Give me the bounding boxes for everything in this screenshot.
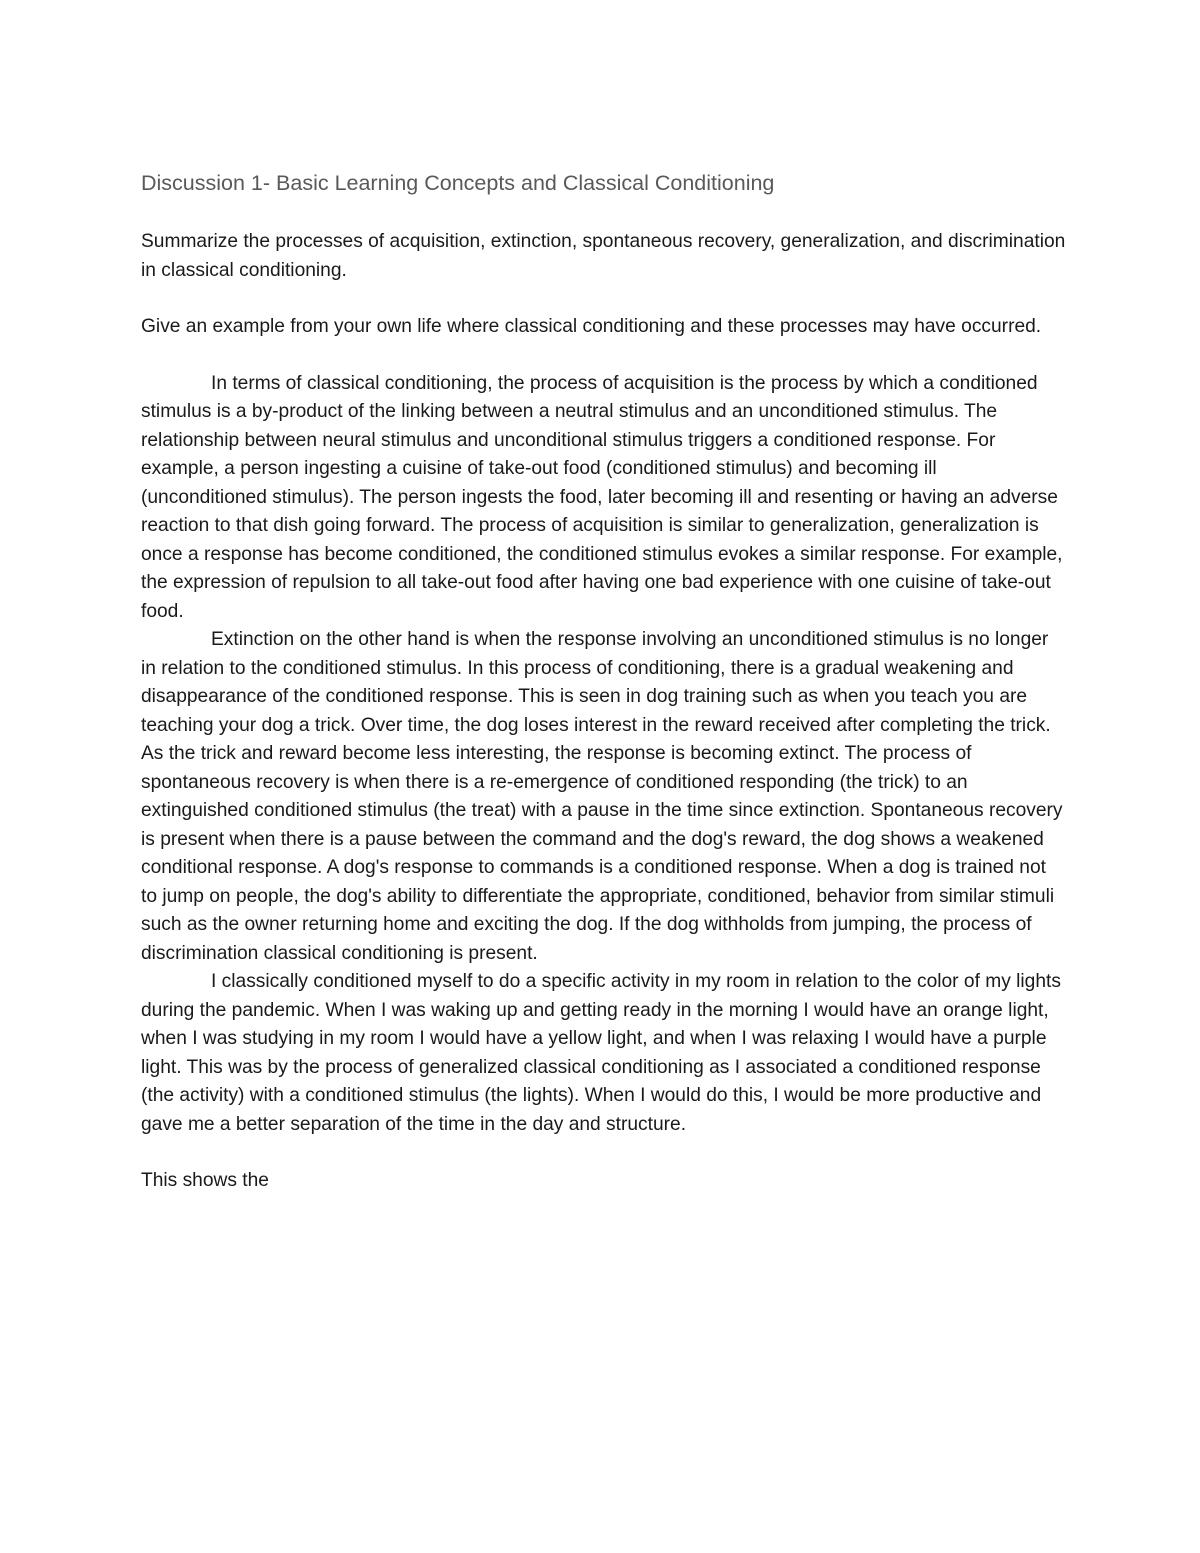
paragraph-extinction: Extinction on the other hand is when the response involving an unconditioned stimulus is no longer in relation to the conditioned stimulus. In this process of conditioning, there is a gradual weakening and disappearance of the conditioned response. This is seen in dog training such as when you teach you are teaching your dog a trick. Over time, the dog loses interest in the reward received after completing the trick. As the trick and reward become less interesting, the response is becoming extinct. The process of spontaneous recovery is when there is a re-emergence of conditioned responding (the trick) to an extinguished conditioned stimulus (the treat) with a pause in the time since extinction. Spontaneous recovery is present when there is a pause between the command and the dog's reward, the dog shows a weakened conditional response. A dog's response to commands is a conditioned response. When a dog is trained not to jump on people, the dog's ability to differentiate the appropriate, conditioned, behavior from similar stimuli such as the owner returning home and exciting the dog. If the dog withholds from jumping, the process of discrimination classical conditioning is present. xyxy=(141,629,1063,964)
document-title: Discussion 1- Basic Learning Concepts and Classical Conditioning xyxy=(141,171,775,195)
closing-fragment: This shows the xyxy=(141,1170,269,1191)
prompt-example: Give an example from your own life where classical conditioning and these processes may have occurred. xyxy=(141,316,1042,337)
paragraph-acquisition: In terms of classical conditioning, the process of acquisition is the process by which a conditioned stimulus is a by-product of the linking between a neutral stimulus and an unconditioned stimulus. The relationship between neural stimulus and unconditional stimulus triggers a conditioned response. For example, a person ingesting a cuisine of take-out food (conditioned stimulus) and becoming ill (unconditioned stimulus). The person ingests the food, later becoming ill and resenting or having an adverse reaction to that dish going forward. The process of acquisition is similar to generalization, generalization is once a response has become conditioned, the conditioned stimulus evokes a similar response. For example, the expression of repulsion to all take-out food after having one bad experience with one cuisine of take-out food. xyxy=(141,372,1063,622)
paragraph-personal-example: I classically conditioned myself to do a specific activity in my room in relation to the color of my lights during the pandemic. When I was waking up and getting ready in the morning I would have an orange light, when I was studying in my room I would have a yellow light, and when I was relaxing I would have a purple light. This was by the process of generalized classical conditioning as I associated a conditioned response (the activity) with a conditioned stimulus (the lights). When I would do this, I would be more productive and gave me a better separation of the time in the day and structure. xyxy=(141,971,1061,1135)
prompt-summarize: Summarize the processes of acquisition, extinction, spontaneous recovery, generalization, and discrimination in classical conditioning. xyxy=(141,231,1066,281)
document-body xyxy=(141,166,1066,1196)
